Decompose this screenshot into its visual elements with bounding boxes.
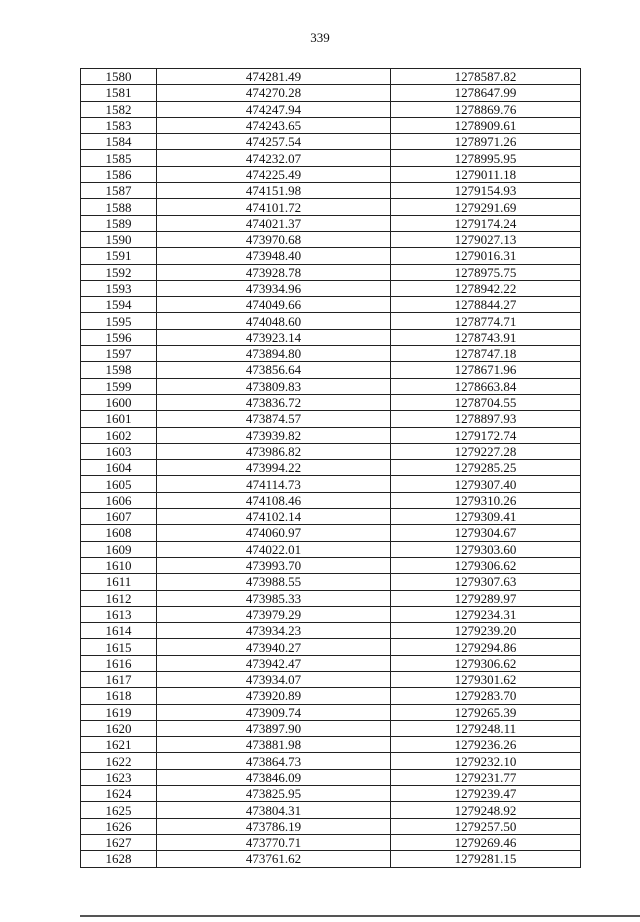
x-coordinate-cell: 473909.74 bbox=[157, 704, 391, 720]
table-row bbox=[81, 802, 581, 818]
point-number-cell: 1610 bbox=[81, 557, 157, 573]
table-row bbox=[81, 737, 581, 753]
table-row bbox=[81, 623, 581, 639]
table-row bbox=[81, 655, 581, 671]
point-number-cell: 1599 bbox=[81, 378, 157, 394]
y-coordinate-cell: 1279303.60 bbox=[391, 541, 581, 557]
x-coordinate-cell: 473970.68 bbox=[157, 231, 391, 247]
x-coordinate-cell: 473836.72 bbox=[157, 394, 391, 410]
table-row bbox=[81, 215, 581, 231]
point-number-cell: 1587 bbox=[81, 183, 157, 199]
x-coordinate-cell: 474048.60 bbox=[157, 313, 391, 329]
point-number-cell: 1604 bbox=[81, 460, 157, 476]
table-row bbox=[81, 606, 581, 622]
y-coordinate-cell: 1279291.69 bbox=[391, 199, 581, 215]
y-coordinate-cell: 1279248.92 bbox=[391, 802, 581, 818]
y-coordinate-cell: 1279309.41 bbox=[391, 509, 581, 525]
point-number-cell: 1591 bbox=[81, 248, 157, 264]
x-coordinate-cell: 473940.27 bbox=[157, 639, 391, 655]
y-coordinate-cell: 1279301.62 bbox=[391, 671, 581, 687]
y-coordinate-cell: 1278995.95 bbox=[391, 150, 581, 166]
y-coordinate-cell: 1279239.47 bbox=[391, 786, 581, 802]
table-row bbox=[81, 346, 581, 362]
table-row bbox=[81, 85, 581, 101]
page-bottom-rule bbox=[80, 915, 640, 917]
point-number-cell: 1592 bbox=[81, 264, 157, 280]
y-coordinate-cell: 1279269.46 bbox=[391, 834, 581, 850]
y-coordinate-cell: 1278663.84 bbox=[391, 378, 581, 394]
x-coordinate-cell: 473881.98 bbox=[157, 737, 391, 753]
table-row bbox=[81, 834, 581, 850]
table-row bbox=[81, 313, 581, 329]
y-coordinate-cell: 1279154.93 bbox=[391, 183, 581, 199]
point-number-cell: 1628 bbox=[81, 851, 157, 867]
table-row bbox=[81, 427, 581, 443]
point-number-cell: 1597 bbox=[81, 346, 157, 362]
point-number-cell: 1627 bbox=[81, 834, 157, 850]
y-coordinate-cell: 1279306.62 bbox=[391, 557, 581, 573]
x-coordinate-cell: 474225.49 bbox=[157, 166, 391, 182]
x-coordinate-cell: 473948.40 bbox=[157, 248, 391, 264]
point-number-cell: 1623 bbox=[81, 769, 157, 785]
table-row bbox=[81, 134, 581, 150]
table-row bbox=[81, 248, 581, 264]
point-number-cell: 1624 bbox=[81, 786, 157, 802]
y-coordinate-cell: 1278587.82 bbox=[391, 69, 581, 85]
point-number-cell: 1615 bbox=[81, 639, 157, 655]
point-number-cell: 1594 bbox=[81, 297, 157, 313]
x-coordinate-cell: 473874.57 bbox=[157, 411, 391, 427]
x-coordinate-cell: 473985.33 bbox=[157, 590, 391, 606]
x-coordinate-cell: 474232.07 bbox=[157, 150, 391, 166]
page-number: 339 bbox=[310, 30, 330, 45]
table-row bbox=[81, 492, 581, 508]
x-coordinate-cell: 473993.70 bbox=[157, 557, 391, 573]
table-row bbox=[81, 574, 581, 590]
y-coordinate-cell: 1279232.10 bbox=[391, 753, 581, 769]
point-number-cell: 1585 bbox=[81, 150, 157, 166]
y-coordinate-cell: 1278704.55 bbox=[391, 394, 581, 410]
table-row bbox=[81, 394, 581, 410]
x-coordinate-cell: 474281.49 bbox=[157, 69, 391, 85]
x-coordinate-cell: 473804.31 bbox=[157, 802, 391, 818]
x-coordinate-cell: 473986.82 bbox=[157, 443, 391, 459]
x-coordinate-cell: 473825.95 bbox=[157, 786, 391, 802]
table-row bbox=[81, 688, 581, 704]
point-number-cell: 1617 bbox=[81, 671, 157, 687]
y-coordinate-cell: 1278774.71 bbox=[391, 313, 581, 329]
y-coordinate-cell: 1279285.25 bbox=[391, 460, 581, 476]
x-coordinate-cell: 473864.73 bbox=[157, 753, 391, 769]
y-coordinate-cell: 1279289.97 bbox=[391, 590, 581, 606]
point-number-cell: 1622 bbox=[81, 753, 157, 769]
y-coordinate-cell: 1278975.75 bbox=[391, 264, 581, 280]
y-coordinate-cell: 1278869.76 bbox=[391, 101, 581, 117]
point-number-cell: 1589 bbox=[81, 215, 157, 231]
x-coordinate-cell: 473920.89 bbox=[157, 688, 391, 704]
point-number-cell: 1588 bbox=[81, 199, 157, 215]
x-coordinate-cell: 474021.37 bbox=[157, 215, 391, 231]
point-number-cell: 1626 bbox=[81, 818, 157, 834]
table-row bbox=[81, 786, 581, 802]
x-coordinate-cell: 474247.94 bbox=[157, 101, 391, 117]
point-number-cell: 1583 bbox=[81, 117, 157, 133]
table-row bbox=[81, 509, 581, 525]
point-number-cell: 1590 bbox=[81, 231, 157, 247]
table-row bbox=[81, 150, 581, 166]
table-row bbox=[81, 231, 581, 247]
table-row bbox=[81, 183, 581, 199]
x-coordinate-cell: 473786.19 bbox=[157, 818, 391, 834]
x-coordinate-cell: 473856.64 bbox=[157, 362, 391, 378]
point-number-cell: 1595 bbox=[81, 313, 157, 329]
y-coordinate-cell: 1279257.50 bbox=[391, 818, 581, 834]
y-coordinate-cell: 1279231.77 bbox=[391, 769, 581, 785]
point-number-cell: 1596 bbox=[81, 329, 157, 345]
y-coordinate-cell: 1279304.67 bbox=[391, 525, 581, 541]
y-coordinate-cell: 1278671.96 bbox=[391, 362, 581, 378]
x-coordinate-cell: 473894.80 bbox=[157, 346, 391, 362]
y-coordinate-cell: 1278971.26 bbox=[391, 134, 581, 150]
table-row bbox=[81, 590, 581, 606]
point-number-cell: 1612 bbox=[81, 590, 157, 606]
table-row bbox=[81, 541, 581, 557]
y-coordinate-cell: 1279265.39 bbox=[391, 704, 581, 720]
y-coordinate-cell: 1279310.26 bbox=[391, 492, 581, 508]
x-coordinate-cell: 473923.14 bbox=[157, 329, 391, 345]
y-coordinate-cell: 1278747.18 bbox=[391, 346, 581, 362]
x-coordinate-cell: 473934.23 bbox=[157, 623, 391, 639]
point-number-cell: 1619 bbox=[81, 704, 157, 720]
y-coordinate-cell: 1279027.13 bbox=[391, 231, 581, 247]
y-coordinate-cell: 1279307.63 bbox=[391, 574, 581, 590]
point-number-cell: 1608 bbox=[81, 525, 157, 541]
table-row bbox=[81, 851, 581, 867]
x-coordinate-cell: 474257.54 bbox=[157, 134, 391, 150]
x-coordinate-cell: 473988.55 bbox=[157, 574, 391, 590]
x-coordinate-cell: 473979.29 bbox=[157, 606, 391, 622]
point-number-cell: 1602 bbox=[81, 427, 157, 443]
y-coordinate-cell: 1279227.28 bbox=[391, 443, 581, 459]
table-row bbox=[81, 818, 581, 834]
point-number-cell: 1600 bbox=[81, 394, 157, 410]
point-number-cell: 1621 bbox=[81, 737, 157, 753]
point-number-cell: 1603 bbox=[81, 443, 157, 459]
point-number-cell: 1620 bbox=[81, 720, 157, 736]
table-row bbox=[81, 704, 581, 720]
point-number-cell: 1580 bbox=[81, 69, 157, 85]
table-row bbox=[81, 557, 581, 573]
y-coordinate-cell: 1278942.22 bbox=[391, 280, 581, 296]
y-coordinate-cell: 1279281.15 bbox=[391, 851, 581, 867]
point-number-cell: 1613 bbox=[81, 606, 157, 622]
x-coordinate-cell: 474049.66 bbox=[157, 297, 391, 313]
point-number-cell: 1598 bbox=[81, 362, 157, 378]
x-coordinate-cell: 474101.72 bbox=[157, 199, 391, 215]
x-coordinate-cell: 474108.46 bbox=[157, 492, 391, 508]
y-coordinate-cell: 1279016.31 bbox=[391, 248, 581, 264]
x-coordinate-cell: 474060.97 bbox=[157, 525, 391, 541]
table-row bbox=[81, 166, 581, 182]
table-row bbox=[81, 101, 581, 117]
table-row bbox=[81, 525, 581, 541]
table-row bbox=[81, 69, 581, 85]
y-coordinate-cell: 1278844.27 bbox=[391, 297, 581, 313]
y-coordinate-cell: 1279234.31 bbox=[391, 606, 581, 622]
coordinates-table bbox=[80, 68, 581, 868]
y-coordinate-cell: 1279306.62 bbox=[391, 655, 581, 671]
y-coordinate-cell: 1278743.91 bbox=[391, 329, 581, 345]
point-number-cell: 1593 bbox=[81, 280, 157, 296]
table-row bbox=[81, 753, 581, 769]
y-coordinate-cell: 1279011.18 bbox=[391, 166, 581, 182]
table-row bbox=[81, 362, 581, 378]
y-coordinate-cell: 1279248.11 bbox=[391, 720, 581, 736]
table-row bbox=[81, 476, 581, 492]
table-row bbox=[81, 280, 581, 296]
x-coordinate-cell: 473942.47 bbox=[157, 655, 391, 671]
table-row bbox=[81, 264, 581, 280]
table-row bbox=[81, 720, 581, 736]
table-row bbox=[81, 443, 581, 459]
y-coordinate-cell: 1279283.70 bbox=[391, 688, 581, 704]
table-row bbox=[81, 671, 581, 687]
table-row bbox=[81, 769, 581, 785]
y-coordinate-cell: 1279294.86 bbox=[391, 639, 581, 655]
x-coordinate-cell: 473846.09 bbox=[157, 769, 391, 785]
point-number-cell: 1609 bbox=[81, 541, 157, 557]
x-coordinate-cell: 473934.07 bbox=[157, 671, 391, 687]
x-coordinate-cell: 473761.62 bbox=[157, 851, 391, 867]
y-coordinate-cell: 1278897.93 bbox=[391, 411, 581, 427]
y-coordinate-cell: 1279307.40 bbox=[391, 476, 581, 492]
x-coordinate-cell: 474102.14 bbox=[157, 509, 391, 525]
table-row bbox=[81, 460, 581, 476]
point-number-cell: 1614 bbox=[81, 623, 157, 639]
point-number-cell: 1581 bbox=[81, 85, 157, 101]
point-number-cell: 1601 bbox=[81, 411, 157, 427]
point-number-cell: 1618 bbox=[81, 688, 157, 704]
y-coordinate-cell: 1278647.99 bbox=[391, 85, 581, 101]
y-coordinate-cell: 1279236.26 bbox=[391, 737, 581, 753]
point-number-cell: 1584 bbox=[81, 134, 157, 150]
point-number-cell: 1586 bbox=[81, 166, 157, 182]
x-coordinate-cell: 473928.78 bbox=[157, 264, 391, 280]
point-number-cell: 1605 bbox=[81, 476, 157, 492]
x-coordinate-cell: 473934.96 bbox=[157, 280, 391, 296]
table-row bbox=[81, 199, 581, 215]
x-coordinate-cell: 473897.90 bbox=[157, 720, 391, 736]
x-coordinate-cell: 473809.83 bbox=[157, 378, 391, 394]
x-coordinate-cell: 474243.65 bbox=[157, 117, 391, 133]
table-body bbox=[81, 69, 581, 868]
x-coordinate-cell: 474151.98 bbox=[157, 183, 391, 199]
point-number-cell: 1582 bbox=[81, 101, 157, 117]
table-row bbox=[81, 411, 581, 427]
x-coordinate-cell: 473770.71 bbox=[157, 834, 391, 850]
point-number-cell: 1616 bbox=[81, 655, 157, 671]
table-row bbox=[81, 117, 581, 133]
point-number-cell: 1607 bbox=[81, 509, 157, 525]
point-number-cell: 1625 bbox=[81, 802, 157, 818]
point-number-cell: 1606 bbox=[81, 492, 157, 508]
x-coordinate-cell: 474114.73 bbox=[157, 476, 391, 492]
y-coordinate-cell: 1279239.20 bbox=[391, 623, 581, 639]
x-coordinate-cell: 474270.28 bbox=[157, 85, 391, 101]
y-coordinate-cell: 1279172.74 bbox=[391, 427, 581, 443]
table-row bbox=[81, 378, 581, 394]
x-coordinate-cell: 473939.82 bbox=[157, 427, 391, 443]
y-coordinate-cell: 1279174.24 bbox=[391, 215, 581, 231]
table-row bbox=[81, 297, 581, 313]
table-row bbox=[81, 639, 581, 655]
table-row bbox=[81, 329, 581, 345]
x-coordinate-cell: 474022.01 bbox=[157, 541, 391, 557]
x-coordinate-cell: 473994.22 bbox=[157, 460, 391, 476]
y-coordinate-cell: 1278909.61 bbox=[391, 117, 581, 133]
point-number-cell: 1611 bbox=[81, 574, 157, 590]
